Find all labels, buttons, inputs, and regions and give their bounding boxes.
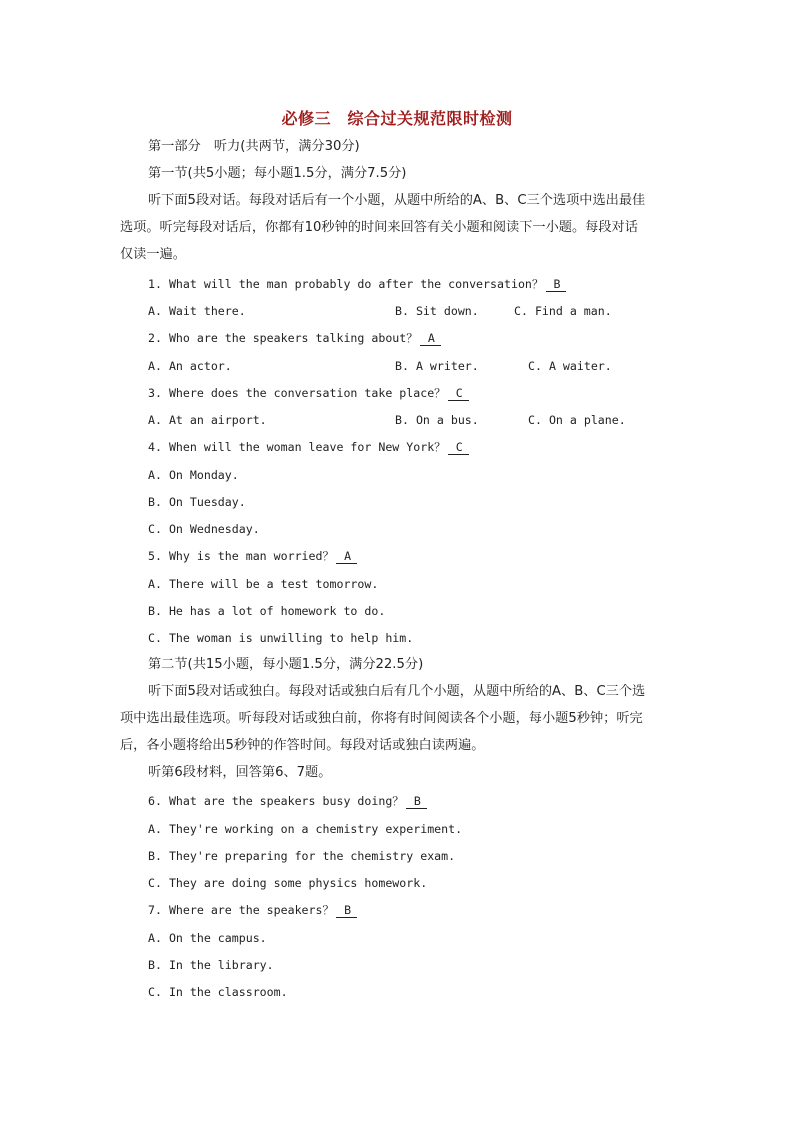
section2-instruction-line1: 听下面5段对话或独白。每段对话或独白后有几个小题，从题中所给的A、B、C三个选	[148, 684, 646, 699]
section2-heading: 第二节(共15小题，每小题1.5分，满分22.5分)	[148, 657, 424, 672]
question-4-option-c: C. On Wednesday.	[148, 522, 260, 536]
question-3-text: 3. Where does the conversation take place？	[148, 386, 446, 400]
question-5-option-c: C. The woman is unwilling to help him.	[148, 631, 414, 645]
part1-heading: 第一部分 听力(共两节，满分30分)	[148, 139, 360, 154]
question-2-option-a: A. An actor.	[148, 359, 232, 373]
question-2-text: 2. Who are the speakers talking about？	[148, 331, 418, 345]
question-3	[148, 384, 469, 402]
section2-instruction-line2: 项中选出最佳选项。听每段对话或独白前，你将有时间阅读各个小题，每小题5秒钟；听完	[120, 711, 643, 726]
question-7-option-b: B. In the library.	[148, 958, 274, 972]
question-1-text: 1. What will the man probably do after the conversation？	[148, 277, 544, 291]
question-4-option-a: A. On Monday.	[148, 468, 239, 482]
question-2	[148, 329, 441, 347]
question-2-options	[148, 357, 708, 375]
question-6-text: 6. What are the speakers busy doing？	[148, 794, 404, 808]
question-3-option-c: C. On a plane.	[528, 413, 626, 427]
question-7-answer: B	[336, 903, 357, 918]
question-6-option-a: A. They're working on a chemistry experiment.	[148, 822, 463, 836]
question-6-option-c: C. They are doing some physics homework.	[148, 876, 428, 890]
question-5	[148, 547, 357, 565]
question-7	[148, 901, 357, 919]
section2-instruction-line3: 后，各小题将给出5秒钟的作答时间。每段对话或独白读两遍。	[120, 738, 485, 753]
question-3-option-a: A. At an airport.	[148, 413, 267, 427]
question-2-answer: A	[420, 331, 441, 346]
question-1-options	[148, 302, 708, 320]
page-title: 必修三 综合过关规范限时检测	[281, 109, 513, 128]
question-4-option-b: B. On Tuesday.	[148, 495, 246, 509]
question-1	[148, 275, 566, 293]
question-5-option-b: B. He has a lot of homework to do.	[148, 604, 386, 618]
section1-heading: 第一节(共5小题；每小题1.5分，满分7.5分)	[148, 166, 407, 181]
question-6	[148, 792, 427, 810]
question-2-option-c: C. A waiter.	[528, 359, 612, 373]
section1-instruction-line3: 仅读一遍。	[120, 247, 186, 262]
question-7-option-c: C. In the classroom.	[148, 985, 288, 999]
question-7-text: 7. Where are the speakers？	[148, 903, 335, 917]
question-5-option-a: A. There will be a test tomorrow.	[148, 577, 379, 591]
section1-instruction-line2: 选项。听完每段对话后，你都有10秒钟的时间来回答有关小题和阅读下一小题。每段对话	[120, 220, 638, 235]
question-2-option-b: B. A writer.	[395, 359, 479, 373]
question-6-answer: B	[406, 794, 427, 809]
section1-instruction-line1: 听下面5段对话。每段对话后有一个小题，从题中所给的A、B、C三个选项中选出最佳	[148, 193, 646, 208]
material-note: 听第6段材料，回答第6、7题。	[148, 765, 332, 780]
question-5-text: 5. Why is the man worried？	[148, 549, 335, 563]
question-3-options	[148, 411, 708, 429]
question-1-answer: B	[546, 277, 567, 292]
question-6-option-b: B. They're preparing for the chemistry exam.	[148, 849, 456, 863]
question-4-text: 4. When will the woman leave for New York？	[148, 440, 446, 454]
question-1-option-c: C. Find a man.	[514, 304, 612, 318]
question-3-answer: C	[448, 386, 469, 401]
question-4-answer: C	[448, 440, 469, 455]
question-4	[148, 438, 469, 456]
question-1-option-b: B. Sit down.	[395, 304, 479, 318]
question-7-option-a: A. On the campus.	[148, 931, 267, 945]
question-3-option-b: B. On a bus.	[395, 413, 479, 427]
question-1-option-a: A. Wait there.	[148, 304, 246, 318]
question-5-answer: A	[336, 549, 357, 564]
